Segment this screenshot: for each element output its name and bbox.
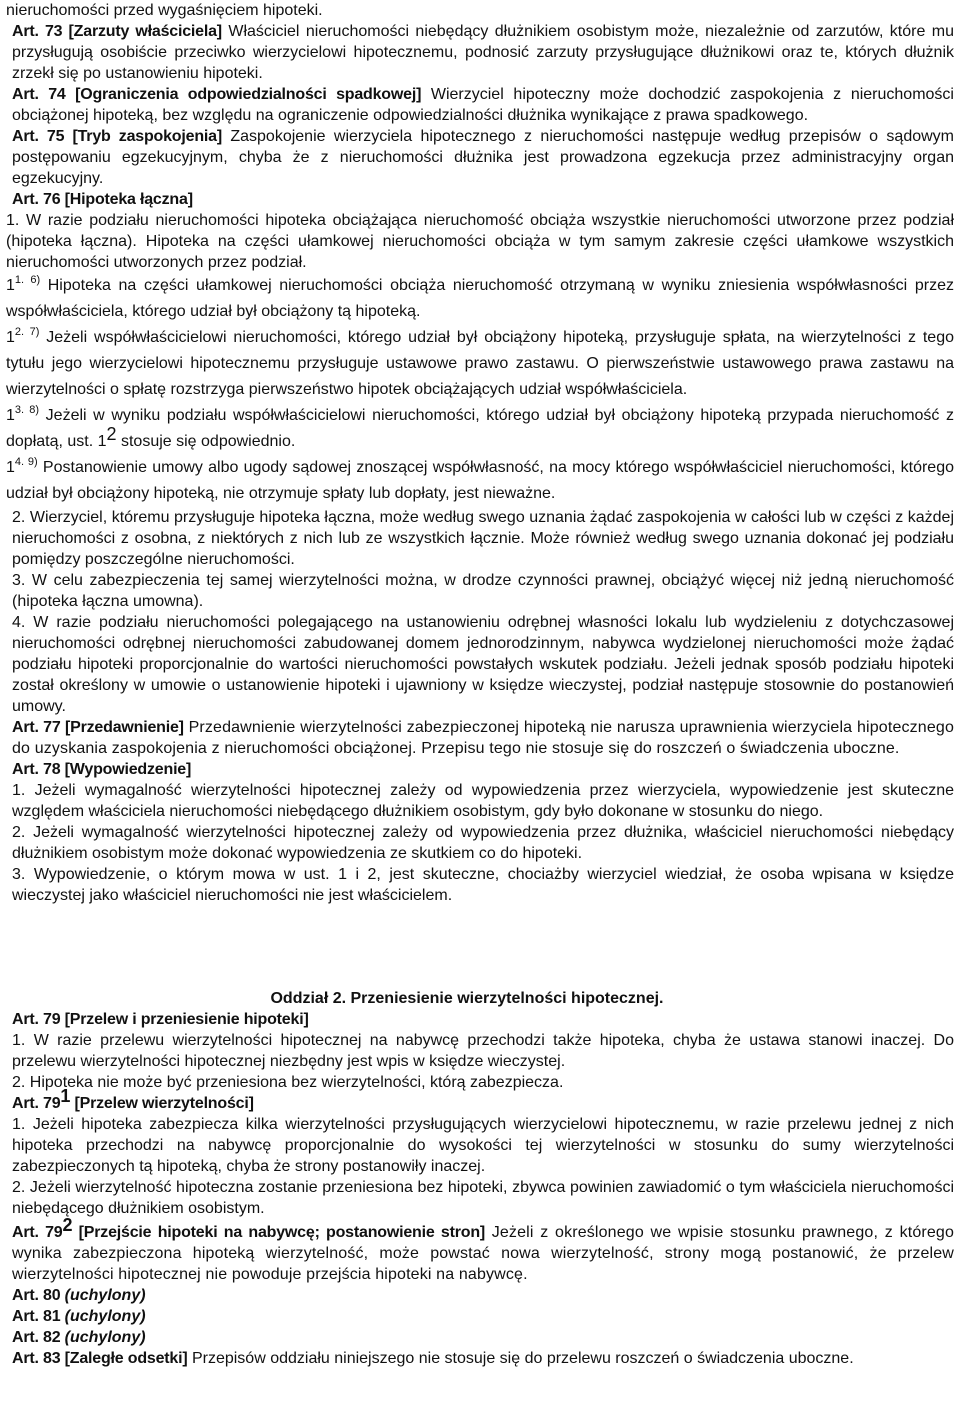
- article-text: Zaspokojenie wierzyciela hipotecznego z nieruchomości następuje według przepisów o sądowym postępowaniu egzekucyjnym, chyba że z nieruchomości dłużnika jest prowadzona egzekucja przez administracyjny organ egzekucyjny.: [12, 128, 955, 187]
- text: nieruchomości przed wygaśnięciem hipoteki.: [6, 2, 323, 19]
- article-79-paragraph-2: 2. Hipoteka nie może być przeniesiona bez wierzytelności, którą zabezpiecza.: [12, 1074, 564, 1091]
- paragraph-superscript: 4. 9): [14, 456, 38, 468]
- paragraph-text: Jeżeli w wyniku podziału współwłaścicielowi nieruchomości, którego udział był obciążony hipoteką przypada nieruchomość z dopłatą, ust. 1: [6, 407, 955, 450]
- article-79-1-heading: [6, 1086, 954, 1114]
- heading-text: [Przelew wierzytelności]: [70, 1095, 254, 1112]
- heading-superscript: 1: [60, 1086, 71, 1106]
- paragraph-superscript: 1. 6): [14, 274, 41, 286]
- paragraph-number: 1: [6, 407, 15, 424]
- article-heading: Art. 75 [Tryb zaspokojenia]: [12, 128, 222, 145]
- heading-text: Art. 79: [12, 1095, 61, 1112]
- article-81: [6, 1306, 954, 1327]
- article-76-paragraph-4: 4. W razie podziału nieruchomości polegającego na ustanowieniu odrębnej własności lokalu lub wydzieleniu z dotychczasowej nieruchomości odrębnej nieruchomości zabudowanej domem jednorodzinnym, nabywca wydzielonej nieruchomości może żądać podziału hipoteki proporcjonalnie do wartości nieruchomości powstałych wskutek podziału. Jeżeli jednak sposób podziału hipoteki został określony w umowie o ustanowienie hipoteki i ujawniony w księdze wieczystej, podział następuje stosownie do postanowień umowy.: [12, 614, 954, 715]
- paragraph-text: Postanowienie umowy albo ugody sądowej znoszącej współwłasność, na mocy którego współwłaściciel nieruchomości, którego udział był obciążony hipoteką, nie otrzymuje spłaty lub dopłaty, jest nieważne.: [6, 459, 954, 502]
- spacer: [6, 906, 954, 988]
- article-heading: Art. 74 [Ograniczenia odpowiedzialności spadkowej]: [12, 86, 422, 103]
- paragraph: [6, 0, 954, 21]
- paragraph-number: 1: [6, 459, 15, 476]
- article-79-paragraph-1: 1. W razie przelewu wierzytelności hipotecznej na nabywcę przechodzi także hipoteka, chyba że ustawa stanowi inaczej. Do przelewu wierzytelności hipotecznej niezbędny jest wpis w księdze wieczystej.: [12, 1032, 954, 1070]
- article-heading: [12, 1215, 486, 1241]
- paragraph-number: 1: [6, 277, 15, 294]
- paragraph-text: stosuje się odpowiednio.: [116, 433, 296, 450]
- article-text: Przepisów oddziału niniejszego nie stosuje się do przelewu roszczeń o świadczenia uboczne.: [187, 1350, 854, 1367]
- heading-text: Art. 79: [12, 1224, 63, 1241]
- article-80: [6, 1285, 954, 1306]
- article-76-paragraph-1-2: [6, 325, 954, 403]
- article-73: [6, 21, 954, 84]
- article-text: Przedawnienie wierzytelności zabezpieczonej hipoteką nie narusza uprawnienia wierzyciela hipotecznego do uzyskania zaspokojenia z nieruchomości obciążonej. Przepisu tego nie stosuje się do roszczeń o świadczenia uboczne.: [12, 719, 954, 757]
- article-79-2: [6, 1215, 954, 1285]
- article-heading: Art. 82: [12, 1329, 65, 1346]
- article-heading: Art. 77 [Przedawnienie]: [12, 719, 184, 736]
- article-76-paragraph-1-1: [6, 273, 954, 325]
- heading-text: [Przejście hipoteki na nabywcę; postanowienie stron]: [72, 1224, 486, 1241]
- article-83: [6, 1348, 954, 1369]
- article-76-paragraph-1: 1. W razie podziału nieruchomości hipoteka obciążająca nieruchomość obciąża wszystkie nieruchomości utworzone przez podział (hipoteka łączna). Hipoteka na części ułamkowej nieruchomości obciąża w tym samym zakresie części ułamkowe wszystkich nieruchomości utworzonych przez podział.: [6, 212, 954, 271]
- paragraph-superscript: 2. 7): [14, 326, 40, 338]
- article-79-1-paragraph-2: 2. Jeżeli wierzytelność hipoteczna zostanie przeniesiona bez hipoteki, zbywca powinien zawiadomić o tym właściciela nieruchomości niebędącego dłużnikiem osobistym.: [12, 1179, 954, 1217]
- article-heading: Art. 83 [Zaległe odsetki]: [12, 1350, 188, 1367]
- article-78-paragraph-2: 2. Jeżeli wymagalność wierzytelności hipotecznej zależy od wypowiedzenia przez dłużnika, właściciel nieruchomości niebędący dłużnikiem osobistym może dokonać wypowiedzenia ze skutkiem co do hipoteki.: [12, 824, 954, 862]
- repealed-label: (uchylony): [64, 1308, 146, 1325]
- article-heading: Art. 73 [Zarzuty właściciela]: [12, 23, 222, 40]
- article-79-heading: Art. 79 [Przelew i przeniesienie hipoteki]: [12, 1011, 309, 1028]
- section-title: Oddział 2. Przeniesienie wierzytelności hipotecznej.: [270, 990, 664, 1007]
- article-text: Jeżeli z określonego we wpisie stosunku prawnego, z którego wynika zabezpieczona hipoteką wierzytelność, może powstać nowa wierzytelność, strony mogą postanowić, że przelew wierzytelności hipotecznej nie powoduje przejścia hipoteki na nabywcę.: [12, 1224, 954, 1283]
- article-79-1-paragraph-1: 1. Jeżeli hipoteka zabezpiecza kilka wierzytelności przysługujących wierzycielowi hipotecznemu, w razie przelewu jednej z nich hipoteka przechodzi na nabywcę proporcjonalnie do wysokości tej wierzytelności w stosunku do sumy wierzytelności zabezpieczonych tą hipoteką, chyba że strony postanowiły inaczej.: [12, 1116, 954, 1175]
- article-74: [6, 84, 954, 126]
- repealed-label: (uchylony): [64, 1329, 146, 1346]
- paragraph-text: Jeżeli współwłaścicielowi nieruchomości, którego udział był obciążony hipoteką, przysługuje spłata, na wierzytelności z tego tytułu jego wierzycielowi hipotecznemu przysługuje ustawowe prawo zastawu. O pierwszeństwie ustawowego prawa zastawu na wierzytelności o spłatę rozstrzyga pierwszeństwo hipotek obciążających udział współwłaściciela.: [6, 329, 955, 398]
- document-page: [6, 0, 954, 1369]
- article-78-paragraph-1: 1. Jeżeli wymagalność wierzytelności hipotecznej zależy od wypowiedzenia przez wierzyciela, wypowiedzenie jest skuteczne względem właściciela nieruchomości niebędącego dłużnikiem osobistym, gdy było dokonane w stosunku do niego.: [12, 782, 954, 820]
- article-82: [6, 1327, 954, 1348]
- paragraph-superscript: 3. 8): [14, 404, 40, 416]
- article-heading: Art. 81: [12, 1308, 65, 1325]
- article-78-heading: Art. 78 [Wypowiedzenie]: [12, 761, 192, 778]
- article-76-paragraph-3: 3. W celu zabezpieczenia tej samej wierzytelności można, w drodze czynności prawnej, obciążyć więcej niż jedną nieruchomość (hipoteka łączna umowna).: [12, 572, 954, 610]
- article-75: [6, 126, 954, 189]
- repealed-label: (uchylony): [64, 1287, 146, 1304]
- article-text: Wierzyciel hipoteczny może dochodzić zaspokojenia z nieruchomości obciążonej hipoteką, bez względu na ograniczenie odpowiedzialności dłużnika wynikające z prawa spadkowego.: [12, 86, 954, 124]
- article-76-paragraph-1-3: [6, 403, 954, 455]
- article-78-paragraph-3: 3. Wypowiedzenie, o którym mowa w ust. 1 i 2, jest skuteczne, chociażby wierzyciel wiedział, że osoba wpisana w księdze wieczystej jako właściciel nieruchomości nie jest właścicielem.: [12, 866, 954, 904]
- paragraph-number: 1: [6, 329, 15, 346]
- article-76-heading: Art. 76 [Hipoteka łączna]: [12, 191, 193, 208]
- article-76-paragraph-1-4: [6, 455, 954, 507]
- article-77: [6, 717, 954, 759]
- article-76-paragraph-2: 2. Wierzyciel, któremu przysługuje hipoteka łączna, może według swego uznania żądać zaspokojenia w całości lub w części z każdej nieruchomości z osobna, z niektórych z nich lub ze wszystkich łącznie. Może również według swego uznania dokonać jej podziału pomiędzy poszczególne nieruchomości.: [12, 509, 954, 568]
- article-heading: Art. 80: [12, 1287, 65, 1304]
- article-text: Właściciel nieruchomości niebędący dłużnikiem osobistym może, niezależnie od zarzutów, które mu przysługują osobiście przeciwko wierzycielowi hipotecznemu, podnosić zarzuty przysługujące dłużnikowi oraz te, których dłużnik zrzekł się po ustanowieniu hipoteki.: [12, 23, 955, 82]
- reference-superscript: 2: [106, 424, 117, 444]
- paragraph-text: Hipoteka na części ułamkowej nieruchomości obciąża nieruchomość otrzymaną w wyniku zniesienia współwłasności przez współwłaściciela, którego udział był obciążony tą hipoteką.: [6, 277, 954, 320]
- heading-superscript: 2: [62, 1215, 73, 1235]
